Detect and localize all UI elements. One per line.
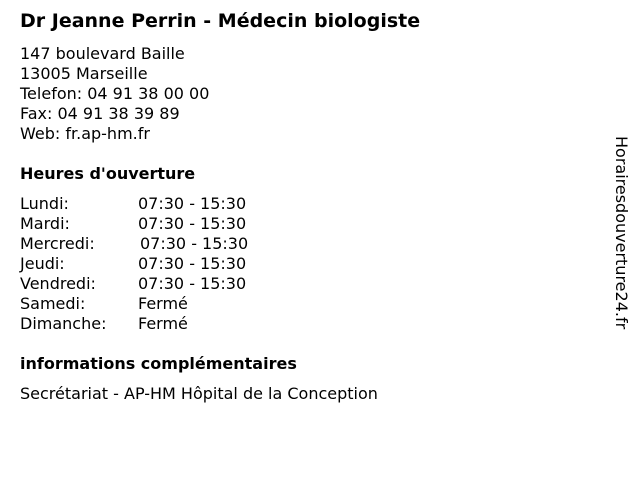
street-address: 147 boulevard Baille: [20, 44, 185, 63]
info-heading: informations complémentaires: [20, 354, 297, 373]
day-label: Dimanche:: [20, 314, 107, 333]
info-text: Secrétariat - AP-HM Hôpital de la Conception: [20, 384, 378, 403]
time-value: Fermé: [138, 314, 188, 333]
day-label: Vendredi:: [20, 274, 96, 293]
fax-number: Fax: 04 91 38 39 89: [20, 104, 180, 123]
day-label: Mardi:: [20, 214, 70, 233]
time-value: 07:30 - 15:30: [138, 274, 247, 293]
day-label: Mercredi:: [20, 234, 95, 253]
website-link[interactable]: Web: fr.ap-hm.fr: [20, 124, 150, 143]
time-value: 07:30 - 15:30: [140, 234, 249, 253]
day-label: Lundi:: [20, 194, 69, 213]
phone-number[interactable]: Telefon: 04 91 38 00 00: [20, 84, 210, 103]
page-title: Dr Jeanne Perrin - Médecin biologiste: [20, 10, 421, 32]
day-label: Jeudi:: [20, 254, 65, 273]
day-label: Samedi:: [20, 294, 86, 313]
time-value: 07:30 - 15:30: [138, 214, 247, 233]
site-watermark: Horairesdouverture24.fr: [612, 136, 631, 330]
time-value: 07:30 - 15:30: [138, 194, 247, 213]
time-value: Fermé: [138, 294, 188, 313]
address-block: [20, 44, 209, 144]
city-address: 13005 Marseille: [20, 64, 148, 83]
time-value: 07:30 - 15:30: [138, 254, 247, 273]
hours-heading: Heures d'ouverture: [20, 164, 196, 183]
